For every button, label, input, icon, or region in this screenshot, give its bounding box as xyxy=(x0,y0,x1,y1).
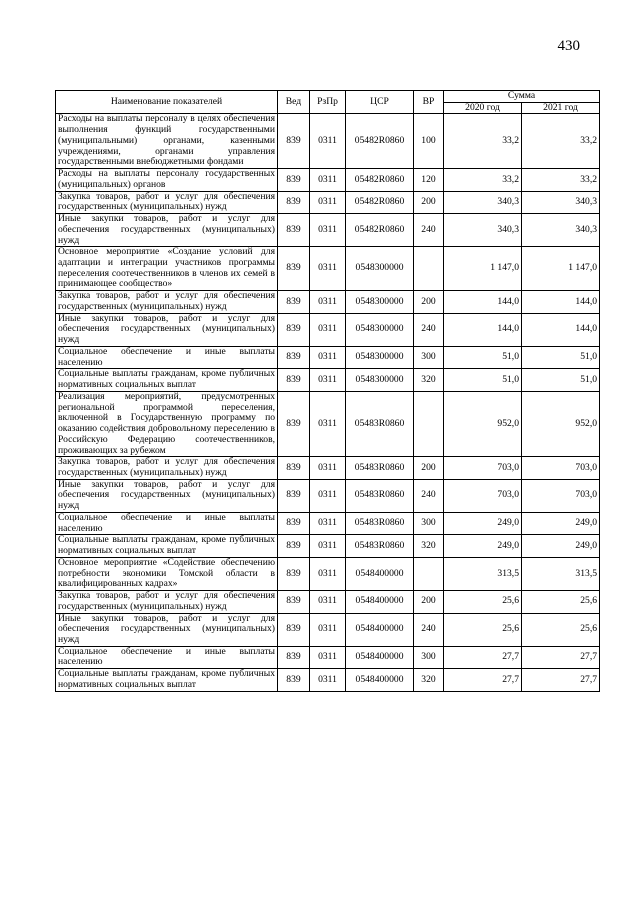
row-csr: 0548400000 xyxy=(346,669,414,691)
row-name: Основное мероприятие «Создание условий для адаптации и интеграции участников программы переселения соотечественников в членов их семей в принимающее сообщество» xyxy=(56,247,278,291)
row-csr: 05483R0860 xyxy=(346,479,414,512)
row-vr: 120 xyxy=(414,169,444,191)
row-csr: 05483R0860 xyxy=(346,535,414,557)
page-number: 430 xyxy=(557,38,580,54)
row-sum-2021: 51,0 xyxy=(522,369,600,391)
row-ved: 839 xyxy=(278,214,310,247)
row-sum-2020: 703,0 xyxy=(444,479,522,512)
header-name: Наименование показателей xyxy=(56,91,278,114)
row-csr: 0548400000 xyxy=(346,613,414,646)
budget-table xyxy=(55,90,600,692)
row-sum-2020: 27,7 xyxy=(444,646,522,668)
table-row xyxy=(56,512,600,534)
header-2020: 2020 год xyxy=(444,102,522,114)
row-rzpr: 0311 xyxy=(310,479,346,512)
row-vr: 200 xyxy=(414,591,444,613)
row-sum-2020: 25,6 xyxy=(444,613,522,646)
row-sum-2020: 313,5 xyxy=(444,557,522,590)
table-row xyxy=(56,535,600,557)
table-row xyxy=(56,191,600,213)
row-ved: 839 xyxy=(278,457,310,479)
row-sum-2020: 952,0 xyxy=(444,391,522,456)
row-sum-2021: 313,5 xyxy=(522,557,600,590)
row-rzpr: 0311 xyxy=(310,369,346,391)
row-sum-2020: 33,2 xyxy=(444,114,522,169)
row-name: Иные закупки товаров, работ и услуг для обеспечения государственных (муниципальных) нужд xyxy=(56,613,278,646)
row-name: Закупка товаров, работ и услуг для обеспечения государственных (муниципальных) нужд xyxy=(56,457,278,479)
row-vr xyxy=(414,557,444,590)
row-vr: 240 xyxy=(414,313,444,346)
row-csr: 0548400000 xyxy=(346,591,414,613)
table-row xyxy=(56,391,600,456)
row-name: Реализация мероприятий, предусмотренных региональной программой переселения, включенной в Государственную программу по оказанию содействия добровольному переселению в Российскую Федерацию соотечественников, проживающих за рубежом xyxy=(56,391,278,456)
row-ved: 839 xyxy=(278,512,310,534)
row-name: Закупка товаров, работ и услуг для обеспечения государственных (муниципальных) нужд xyxy=(56,591,278,613)
row-name: Социальное обеспечение и иные выплаты населению xyxy=(56,346,278,368)
row-sum-2020: 25,6 xyxy=(444,591,522,613)
row-name: Социальное обеспечение и иные выплаты населению xyxy=(56,512,278,534)
table-row xyxy=(56,114,600,169)
row-rzpr: 0311 xyxy=(310,457,346,479)
row-sum-2021: 340,3 xyxy=(522,214,600,247)
table-row xyxy=(56,291,600,313)
row-name: Социальные выплаты гражданам, кроме публичных нормативных социальных выплат xyxy=(56,535,278,557)
row-ved: 839 xyxy=(278,591,310,613)
row-vr: 200 xyxy=(414,191,444,213)
row-rzpr: 0311 xyxy=(310,512,346,534)
row-csr: 0548300000 xyxy=(346,346,414,368)
header-rzpr: РзПр xyxy=(310,91,346,114)
row-csr: 0548400000 xyxy=(346,646,414,668)
row-sum-2020: 1 147,0 xyxy=(444,247,522,291)
row-sum-2020: 340,3 xyxy=(444,214,522,247)
row-sum-2021: 144,0 xyxy=(522,313,600,346)
table-row xyxy=(56,346,600,368)
row-sum-2021: 33,2 xyxy=(522,169,600,191)
row-csr: 0548400000 xyxy=(346,557,414,590)
row-ved: 839 xyxy=(278,557,310,590)
row-name: Основное мероприятие «Содействие обеспечению потребности экономики Томской области в квалифицированных кадрах» xyxy=(56,557,278,590)
row-rzpr: 0311 xyxy=(310,191,346,213)
row-name: Закупка товаров, работ и услуг для обеспечения государственных (муниципальных) нужд xyxy=(56,291,278,313)
row-sum-2021: 952,0 xyxy=(522,391,600,456)
table-row xyxy=(56,369,600,391)
row-csr: 05483R0860 xyxy=(346,512,414,534)
row-name: Расходы на выплаты персоналу в целях обеспечения выполнения функций государственными (муниципальными) органами, казенными учреждениями, органами управления государственными внебюджетными фондами xyxy=(56,114,278,169)
table-row xyxy=(56,169,600,191)
row-rzpr: 0311 xyxy=(310,291,346,313)
row-rzpr: 0311 xyxy=(310,557,346,590)
row-ved: 839 xyxy=(278,535,310,557)
row-rzpr: 0311 xyxy=(310,535,346,557)
row-ved: 839 xyxy=(278,346,310,368)
row-ved: 839 xyxy=(278,291,310,313)
row-ved: 839 xyxy=(278,646,310,668)
row-sum-2021: 27,7 xyxy=(522,669,600,691)
row-rzpr: 0311 xyxy=(310,346,346,368)
row-rzpr: 0311 xyxy=(310,313,346,346)
row-sum-2020: 340,3 xyxy=(444,191,522,213)
row-ved: 839 xyxy=(278,114,310,169)
row-rzpr: 0311 xyxy=(310,391,346,456)
row-name: Иные закупки товаров, работ и услуг для обеспечения государственных (муниципальных) нужд xyxy=(56,214,278,247)
row-rzpr: 0311 xyxy=(310,591,346,613)
row-sum-2021: 27,7 xyxy=(522,646,600,668)
table-body xyxy=(56,114,600,691)
row-sum-2020: 27,7 xyxy=(444,669,522,691)
row-ved: 839 xyxy=(278,369,310,391)
row-name: Иные закупки товаров, работ и услуг для обеспечения государственных (муниципальных) нужд xyxy=(56,479,278,512)
row-ved: 839 xyxy=(278,191,310,213)
row-ved: 839 xyxy=(278,247,310,291)
row-ved: 839 xyxy=(278,391,310,456)
row-sum-2020: 249,0 xyxy=(444,512,522,534)
row-ved: 839 xyxy=(278,613,310,646)
row-csr: 05482R0860 xyxy=(346,191,414,213)
row-csr: 05483R0860 xyxy=(346,391,414,456)
table-row xyxy=(56,457,600,479)
row-rzpr: 0311 xyxy=(310,669,346,691)
row-sum-2020: 33,2 xyxy=(444,169,522,191)
row-rzpr: 0311 xyxy=(310,646,346,668)
row-sum-2020: 144,0 xyxy=(444,313,522,346)
row-vr: 320 xyxy=(414,369,444,391)
row-name: Социальные выплаты гражданам, кроме публичных нормативных социальных выплат xyxy=(56,669,278,691)
table-row xyxy=(56,591,600,613)
row-vr: 300 xyxy=(414,646,444,668)
row-vr xyxy=(414,391,444,456)
row-csr: 0548300000 xyxy=(346,291,414,313)
row-csr: 0548300000 xyxy=(346,247,414,291)
row-ved: 839 xyxy=(278,169,310,191)
row-sum-2021: 1 147,0 xyxy=(522,247,600,291)
row-csr: 0548300000 xyxy=(346,313,414,346)
row-vr: 320 xyxy=(414,535,444,557)
row-vr: 300 xyxy=(414,512,444,534)
table-row xyxy=(56,479,600,512)
row-csr: 05483R0860 xyxy=(346,457,414,479)
row-sum-2021: 703,0 xyxy=(522,479,600,512)
row-sum-2021: 25,6 xyxy=(522,613,600,646)
row-sum-2020: 703,0 xyxy=(444,457,522,479)
row-sum-2021: 33,2 xyxy=(522,114,600,169)
table-row xyxy=(56,247,600,291)
row-vr: 100 xyxy=(414,114,444,169)
row-vr: 320 xyxy=(414,669,444,691)
row-rzpr: 0311 xyxy=(310,214,346,247)
row-rzpr: 0311 xyxy=(310,114,346,169)
row-sum-2021: 51,0 xyxy=(522,346,600,368)
header-2021: 2021 год xyxy=(522,102,600,114)
row-sum-2021: 703,0 xyxy=(522,457,600,479)
row-sum-2021: 144,0 xyxy=(522,291,600,313)
row-sum-2020: 144,0 xyxy=(444,291,522,313)
row-csr: 0548300000 xyxy=(346,369,414,391)
header-vr: ВР xyxy=(414,91,444,114)
row-ved: 839 xyxy=(278,313,310,346)
row-sum-2021: 249,0 xyxy=(522,512,600,534)
table-row xyxy=(56,214,600,247)
row-sum-2020: 51,0 xyxy=(444,369,522,391)
row-vr: 200 xyxy=(414,457,444,479)
table-row xyxy=(56,669,600,691)
row-vr xyxy=(414,247,444,291)
row-vr: 240 xyxy=(414,214,444,247)
header-ved: Вед xyxy=(278,91,310,114)
header-sum: Сумма xyxy=(444,91,600,103)
row-rzpr: 0311 xyxy=(310,613,346,646)
row-rzpr: 0311 xyxy=(310,247,346,291)
row-sum-2021: 340,3 xyxy=(522,191,600,213)
table-row xyxy=(56,646,600,668)
row-rzpr: 0311 xyxy=(310,169,346,191)
row-sum-2020: 249,0 xyxy=(444,535,522,557)
row-vr: 240 xyxy=(414,479,444,512)
row-sum-2021: 25,6 xyxy=(522,591,600,613)
row-csr: 05482R0860 xyxy=(346,114,414,169)
row-vr: 200 xyxy=(414,291,444,313)
row-sum-2020: 51,0 xyxy=(444,346,522,368)
table-row xyxy=(56,613,600,646)
row-name: Закупка товаров, работ и услуг для обеспечения государственных (муниципальных) нужд xyxy=(56,191,278,213)
table-row xyxy=(56,557,600,590)
row-vr: 300 xyxy=(414,346,444,368)
header-csr: ЦСР xyxy=(346,91,414,114)
row-sum-2021: 249,0 xyxy=(522,535,600,557)
row-csr: 05482R0860 xyxy=(346,169,414,191)
row-name: Расходы на выплаты персоналу государственных (муниципальных) органов xyxy=(56,169,278,191)
row-vr: 240 xyxy=(414,613,444,646)
table-row xyxy=(56,313,600,346)
row-name: Иные закупки товаров, работ и услуг для обеспечения государственных (муниципальных) нужд xyxy=(56,313,278,346)
row-name: Социальные выплаты гражданам, кроме публичных нормативных социальных выплат xyxy=(56,369,278,391)
row-ved: 839 xyxy=(278,479,310,512)
row-name: Социальное обеспечение и иные выплаты населению xyxy=(56,646,278,668)
row-csr: 05482R0860 xyxy=(346,214,414,247)
row-ved: 839 xyxy=(278,669,310,691)
